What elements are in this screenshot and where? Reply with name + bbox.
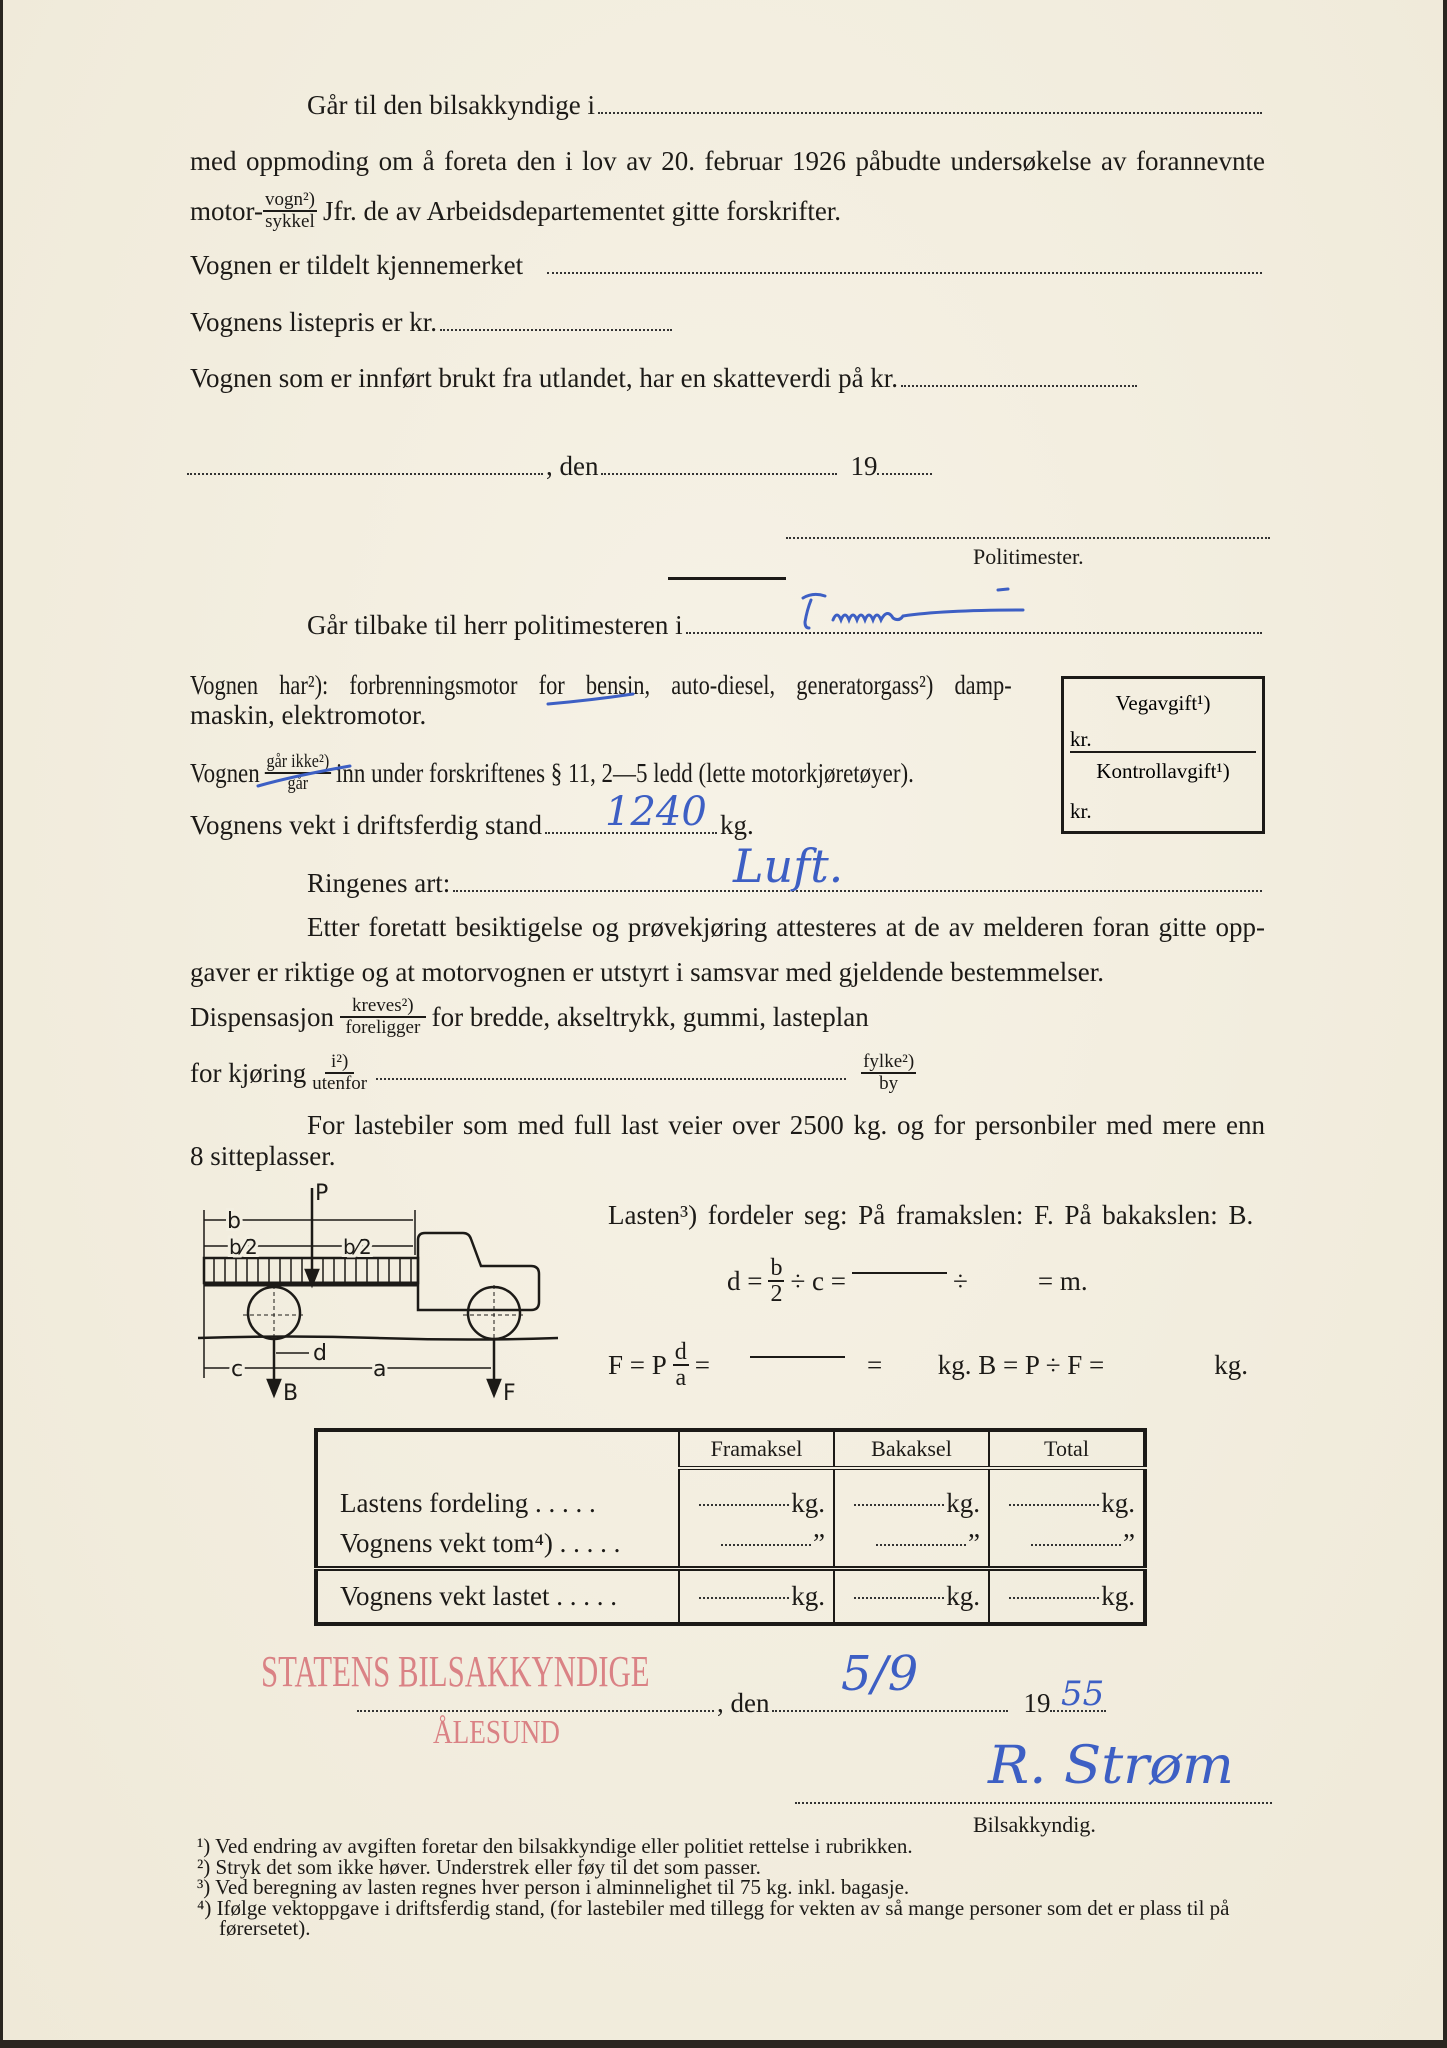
truck-diagram xyxy=(198,1181,558,1406)
control-fee-label: Kontrollavgift¹) xyxy=(1096,759,1230,783)
fraction-denominator: går xyxy=(287,773,309,794)
year-prefix: 19 xyxy=(850,451,878,481)
footnote-4: ⁴) Ifølge vektoppgave i driftsferdig stand, (for lastebiler med tillegg for vekten av så mange personer som det er plass til på førersetet). xyxy=(197,1895,1230,1940)
truck-cab xyxy=(418,1233,539,1310)
engine-type-text-cont: maskin, elektromotor. xyxy=(190,700,427,730)
unit: ” xyxy=(813,1527,825,1558)
dispensation-label: Dispensasjon xyxy=(190,1002,334,1032)
f-unit-b-eq: kg. B = P ÷ F = xyxy=(937,1350,1105,1380)
fraction-denominator: 2 xyxy=(770,1281,783,1307)
eq-sign-2: = xyxy=(867,1350,883,1380)
price-label: Vognens listepris er kr. xyxy=(190,307,437,337)
year-handwritten: 55 xyxy=(1061,1674,1105,1714)
fraction-denominator: sykkel xyxy=(265,211,315,232)
overlay-drawings xyxy=(3,0,1443,2040)
fraction-numerator: går ikke²) xyxy=(266,751,330,772)
police-district-scribble xyxy=(803,589,1023,628)
label-c: c xyxy=(231,1357,244,1382)
f-eq: F = P xyxy=(608,1350,667,1380)
fraction-denominator: a xyxy=(675,1365,687,1391)
date-handwritten: 5/9 xyxy=(841,1646,919,1702)
eq-sign: = xyxy=(694,1350,710,1380)
den-label: , den xyxy=(717,1688,770,1718)
footnote-3: ³) Ved beregning av lasten regnes hver person i alminnelighet til 75 kg. inkl. bagasje. xyxy=(197,1875,910,1899)
trucks-text-cont: 8 sitteplasser. xyxy=(190,1141,336,1171)
row-label: Lastens fordeling . . . . . xyxy=(340,1488,596,1518)
label-P: P xyxy=(315,1181,329,1206)
col-header-front-axle: Framaksel xyxy=(679,1430,834,1468)
front-reaction-head xyxy=(488,1380,500,1395)
d-eq: d = xyxy=(727,1266,763,1296)
control-fee-kr[interactable]: kr. xyxy=(1070,799,1092,823)
motor-prefix: motor- xyxy=(190,196,263,226)
weight-unit: kg. xyxy=(719,810,754,840)
stamp-city: ÅLESUND xyxy=(433,1714,560,1751)
weight-handwritten: 1240 xyxy=(605,789,707,835)
return-label: Går tilbake til herr politimesteren i xyxy=(307,610,683,640)
unit: kg. xyxy=(791,1488,825,1518)
fraction-numerator: vogn²) xyxy=(264,189,315,210)
road-fee-label: Vegavgift¹) xyxy=(1115,691,1211,715)
label-B: B xyxy=(283,1381,299,1406)
expert-title: Bilsakkyndig. xyxy=(973,1812,1096,1837)
tyres-label: Ringenes art: xyxy=(307,868,451,898)
d-result-unit: = m. xyxy=(1037,1266,1088,1296)
regulations-text: Jfr. de av Arbeidsdepartementet gitte forskrifter. xyxy=(322,196,842,226)
stamp-authority: STATENS BILSAKKYNDIGE xyxy=(261,1647,650,1696)
row-label: Vognens vekt tom⁴) . . . . . xyxy=(340,1527,621,1558)
trucks-text: For lastebiler som med full last veier over 2500 kg. og for personbiler med mere enn xyxy=(307,1110,1265,1140)
weight-label: Vognens vekt i driftsferdig stand xyxy=(190,810,542,840)
unit: kg. xyxy=(791,1581,825,1612)
unit: kg. xyxy=(1101,1581,1135,1612)
fraction-denominator: utenfor xyxy=(312,1073,368,1094)
year-prefix: 19 xyxy=(1023,1688,1051,1718)
request-text: med oppmoding om å foreta den i lov av 20. februar 1926 påbudte undersøkelse av forannevnte xyxy=(190,146,1265,176)
label-a: a xyxy=(373,1357,387,1382)
attest-text-cont: gaver er riktige og at motorvognen er utstyrt i samsvar med gjeldende bestemmelser. xyxy=(190,957,1104,987)
tyres-handwritten: Luft. xyxy=(733,839,844,893)
fraction-numerator: d xyxy=(674,1339,687,1365)
dispensation-suffix: for bredde, akseltrykk, gummi, lasteplan xyxy=(431,1002,869,1032)
fraction-numerator: b xyxy=(770,1255,783,1281)
b-unit: kg. xyxy=(1214,1350,1248,1380)
fraction-denominator: by xyxy=(879,1073,899,1094)
label-d: d xyxy=(313,1341,327,1366)
gar-ikke-strike xyxy=(258,766,350,786)
attest-text: Etter foretatt besiktigelse og prøvekjøring attesteres at de av melderen foran gitte opp- xyxy=(307,912,1265,942)
fraction-denominator: foreligger xyxy=(345,1017,421,1038)
col-header-total: Total xyxy=(989,1430,1145,1468)
bensin-underline xyxy=(548,694,633,704)
unit: ” xyxy=(968,1527,980,1558)
expert-signature: R. Strøm xyxy=(988,1736,1234,1796)
driving-label: for kjøring xyxy=(190,1058,307,1088)
fraction-numerator: i²) xyxy=(325,1052,354,1074)
unit: kg. xyxy=(1101,1488,1135,1518)
label-b-half-left: b⁄2 xyxy=(229,1235,258,1259)
tax-label: Vognen som er innført brukt fra utlandet, har en skatteverdi på kr. xyxy=(190,363,899,393)
engine-type-text: Vognen har²): forbrenningsmotor for bensin, auto-diesel, generatorgass²) damp- xyxy=(190,670,1012,700)
load-distribution-text: Lasten³) fordeler seg: På framakslen: F. På bakakslen: B. xyxy=(608,1200,1254,1230)
fraction-numerator: kreves²) xyxy=(340,996,426,1018)
minus-c: ÷ c = xyxy=(790,1266,847,1296)
pen-marks xyxy=(258,589,1023,786)
label-F: F xyxy=(503,1381,516,1406)
footnote-1: ¹) Ved endring av avgiften foretar den bilsakkyndige eller politiet rettelse i rubrikken. xyxy=(197,1834,913,1858)
div-sign: ÷ xyxy=(953,1266,968,1296)
rear-reaction-head xyxy=(268,1380,280,1395)
row-label: Vognens vekt lastet . . . . . xyxy=(316,1568,679,1624)
fraction-numerator: fylke²) xyxy=(863,1051,915,1072)
light-prefix: Vognen xyxy=(190,758,260,788)
unit: kg. xyxy=(946,1581,980,1612)
unit: kg. xyxy=(946,1488,980,1518)
col-header-rear-axle: Bakaksel xyxy=(834,1430,989,1468)
to-expert-label: Går til den bilsakkyndige i xyxy=(307,90,595,120)
police-title: Politimester. xyxy=(973,544,1084,569)
plate-label: Vognen er tildelt kjennemerket xyxy=(190,250,524,280)
light-suffix: inn under forskriftenes § 11, 2—5 ledd (lette motorkjøretøyer). xyxy=(336,758,914,788)
label-b-half-right: b⁄2 xyxy=(343,1235,372,1259)
den-label: , den xyxy=(546,451,599,481)
unit: ” xyxy=(1123,1527,1135,1558)
label-b: b xyxy=(227,1209,241,1234)
road-fee-kr[interactable]: kr. xyxy=(1070,727,1092,751)
footnote-2: ²) Stryk det som ikke høver. Understrek eller føy til det som passer. xyxy=(197,1854,761,1879)
document-page xyxy=(3,0,1443,2040)
